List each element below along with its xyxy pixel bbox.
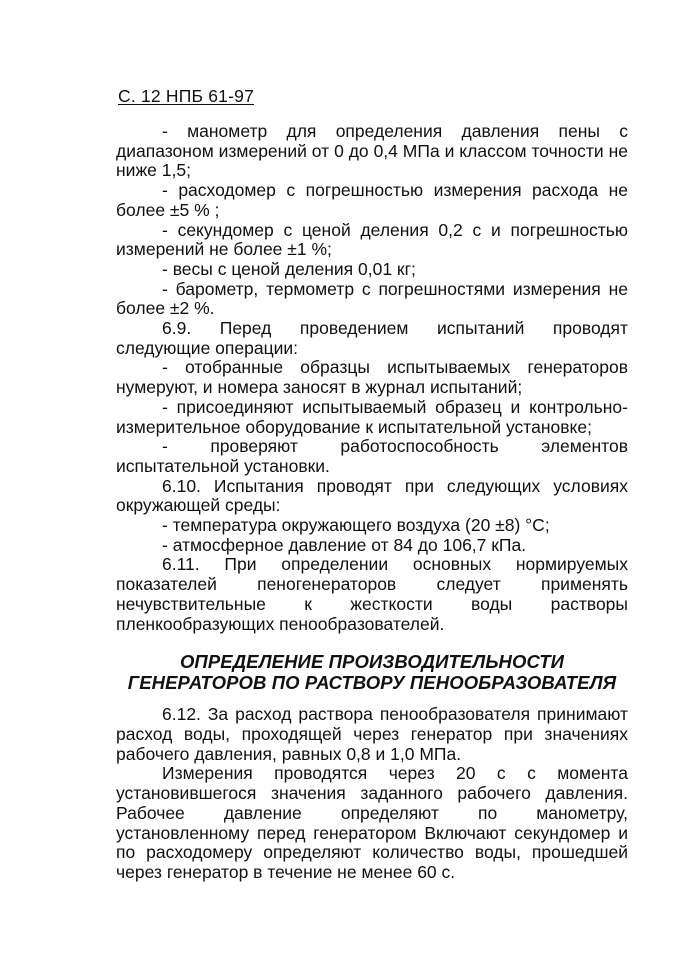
clause-6-10: 6.10. Испытания проводят при следующих условиях окружающей среды: [116,475,628,516]
clause-6-9: 6.9. Перед проведением испытаний проводят следующие операции: [116,318,628,358]
document-body [116,122,628,883]
clause-6-11: 6.11. При определении основных нормируемых показателей пеногенераторов следует применять нечувствительные к жесткости воды растворы пленкообразующих пенообразователей. [116,554,628,634]
list-item-stopwatch: - секундомер с ценой деления 0,2 с и погрешностью измерений не более ±1 %; [116,219,628,260]
list-item-connecting: - присоединяют испытываемый образец и контрольно-измерительное оборудование к испытательной установке; [116,396,628,437]
running-header: С. 12 НПБ 61-97 [118,86,255,106]
clause-6-12: 6.12. За расход раствора пенообразователя принимают расход воды, проходящей через генератор при значениях рабочего давления, равных 0,8 и 1,0 МПа. [116,704,628,764]
section-heading-line-1: ОПРЕДЕЛЕНИЕ ПРОИЗВОДИТЕЛЬНОСТИ [179,651,565,673]
list-item-scales: - весы с ценой деления 0,01 кг; [162,258,416,279]
list-item-pressure: - атмосферное давление от 84 до 106,7 кПа. [162,534,527,555]
list-item-manometer: - манометр для определения давления пены с диапазоном измерений от 0 до 0,4 МПа и классом точности не ниже 1,5; [116,121,628,181]
list-item-numbering: - отобранные образцы испытываемых генераторов нумеруют, и номера заносят в журнал испытаний; [116,357,628,398]
measurement-paragraph: Измерения проводятся через 20 с с момента установившегося значения заданного рабочего давления. Рабочее давление определяют по манометру, установленному перед генератором Включают секундомер и по расходомеру определяют количество воды, прошедшей через генератор в течение не менее 60 с. [116,763,628,882]
section-heading [116,651,628,693]
section-heading-line-2: ГЕНЕРАТОРОВ ПО РАСТВОРУ ПЕНООБРАЗОВАТЕЛЯ [127,672,617,694]
list-item-flowmeter: - расходомер с погрешностью измерения расхода не более ±5 % ; [116,180,628,220]
list-item-barometer: - барометр, термометр с погрешностями измерения не более ±2 %. [116,278,628,319]
list-item-checking: - проверяют работоспособность элементов испытательной установки. [116,436,628,476]
list-item-temperature: - температура окружающего воздуха (20 ±8) °С; [162,515,550,536]
